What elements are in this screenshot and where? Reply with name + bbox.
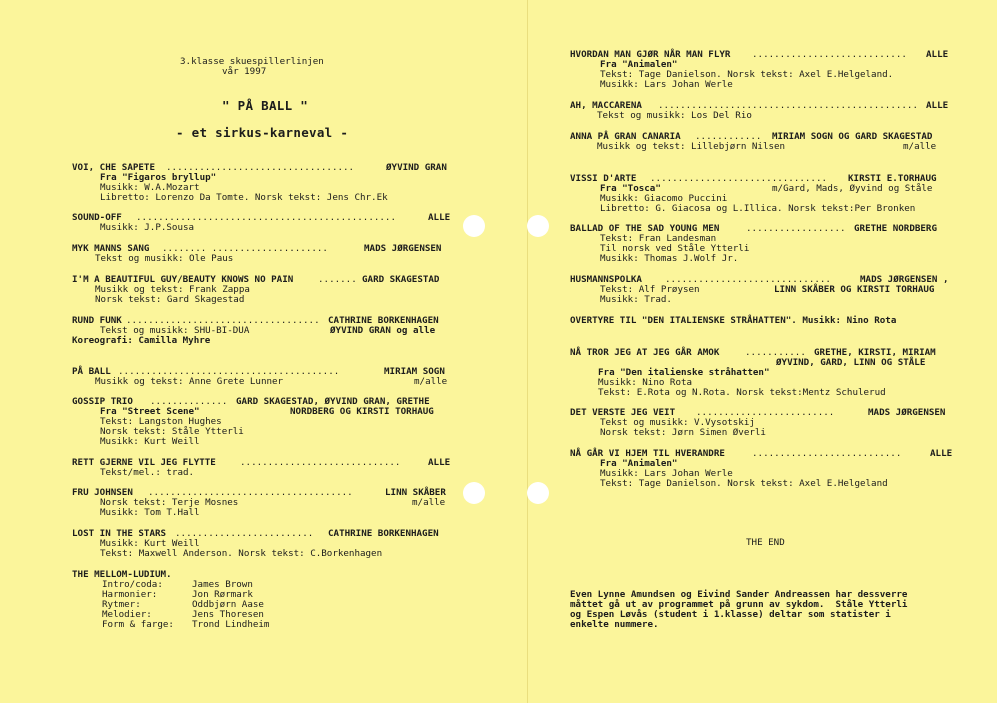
entry-choreography: Koreografi: Camilla Myhre bbox=[72, 335, 211, 346]
notice-line: Even Lynne Amundsen og Eivind Sander Andreassen har dessverre bbox=[570, 589, 908, 600]
entry-detail: Musikk og tekst: Frank Zappa bbox=[95, 284, 250, 295]
entry-detail: Musikk: W.A.Mozart bbox=[100, 182, 200, 193]
entry-performer: CATHRINE BORKENHAGEN bbox=[328, 528, 439, 539]
notice-line: enkelte nummere. bbox=[570, 619, 659, 630]
entry-detail: Musikk og tekst: Anne Grete Lunner bbox=[95, 376, 284, 387]
entry-performer: GARD SKAGESTAD, ØYVIND GRAN, GRETHE bbox=[236, 396, 430, 407]
entry-title: PÅ BALL bbox=[72, 366, 111, 377]
entry-detail: Tekst: Langston Hughes bbox=[100, 416, 222, 427]
entry-with: m/Gard, Mads, Øyvind og Ståle bbox=[772, 183, 933, 194]
entry-performer: GARD SKAGESTAD bbox=[362, 274, 440, 285]
credit-role: Rytmer: bbox=[102, 599, 141, 610]
entry-detail: Tekst og musikk: V.Vysotskij bbox=[600, 417, 755, 428]
entry-performer: ALLE bbox=[930, 448, 953, 459]
entry-dots: ............ bbox=[695, 131, 762, 142]
entry-detail: Tekst: Maxwell Anderson. Norsk tekst: C.Borkenhagen bbox=[100, 548, 383, 559]
entry-title: OVERTYRE TIL "DEN ITALIENSKE STRÅHATTEN". Musikk: Nino Rota bbox=[570, 315, 897, 326]
entry-dots: ........ ..................... bbox=[162, 243, 328, 254]
entry-detail: Tekst: E.Rota og N.Rota. Norsk tekst:Mentz Schulerud bbox=[598, 387, 886, 398]
entry-with: m/alle bbox=[414, 376, 448, 387]
entry-title: VOI, CHE SAPETE bbox=[72, 162, 155, 173]
entry-performer: LINN SKÅBER bbox=[385, 487, 446, 498]
credit-role: Melodier: bbox=[102, 609, 152, 620]
entry-dots: ........... bbox=[745, 347, 806, 358]
entry-source: Fra "Den italienske stråhatten" bbox=[598, 367, 770, 378]
entry-dots: ....... bbox=[318, 274, 357, 285]
year-line: vår 1997 bbox=[222, 66, 267, 77]
credit-name: Jens Thoresen bbox=[192, 609, 264, 620]
credit-name: Jon Rørmark bbox=[192, 589, 253, 600]
entry-title: VISSI D'ARTE bbox=[570, 173, 637, 184]
entry-performer-extra: LINN SKÅBER OG KIRSTI TORHAUG bbox=[774, 284, 935, 295]
entry-with: m/alle bbox=[903, 141, 937, 152]
entry-performer: ALLE bbox=[428, 212, 451, 223]
entry-detail: Norsk tekst: Gard Skagestad bbox=[95, 294, 245, 305]
entry-performer: MIRIAM SOGN bbox=[384, 366, 445, 377]
show-subtitle: - et sirkus-karneval - bbox=[176, 125, 349, 140]
entry-dots: ..................................... bbox=[148, 487, 353, 498]
entry-dots: ............................................... bbox=[658, 100, 918, 111]
entry-detail: Tekst og musikk: Los Del Rio bbox=[597, 110, 752, 121]
entry-performer-extra: NORDBERG OG KIRSTI TORHAUG bbox=[290, 406, 434, 417]
entry-performer: ØYVIND GRAN bbox=[386, 162, 447, 173]
entry-detail: Libretto: Lorenzo Da Tomte. Norsk tekst: Jens Chr.Ek bbox=[100, 192, 388, 203]
entry-source: Fra "Street Scene" bbox=[100, 406, 200, 417]
entry-performer: KIRSTI E.TORHAUG bbox=[848, 173, 937, 184]
entry-detail: Norsk tekst: Terje Mosnes bbox=[100, 497, 239, 508]
credit-role: Intro/coda: bbox=[102, 579, 163, 590]
entry-source: Fra "Tosca" bbox=[600, 183, 661, 194]
page-fold bbox=[527, 0, 528, 703]
entry-detail: Musikk: Kurt Weill bbox=[100, 538, 200, 549]
entry-performer-extra: ØYVIND, GARD, LINN OG STÅLE bbox=[776, 357, 926, 368]
credit-role: Harmonier: bbox=[102, 589, 158, 600]
punch-hole-right-lower bbox=[527, 482, 549, 504]
entry-title: RUND FUNK bbox=[72, 315, 122, 326]
entry-performer: MADS JØRGENSEN bbox=[364, 243, 442, 254]
entry-detail: Musikk: Lars Johan Werle bbox=[600, 468, 733, 479]
entry-title: AH, MACCARENA bbox=[570, 100, 642, 111]
entry-dots: ........................... bbox=[752, 448, 902, 459]
entry-performer: CATHRINE BORKENHAGEN bbox=[328, 315, 439, 326]
class-line: 3.klasse skuespillerlinjen bbox=[180, 56, 324, 67]
entry-detail: Musikk: Nino Rota bbox=[598, 377, 693, 388]
entry-detail: Tekst og musikk: SHU-BI-DUA bbox=[100, 325, 250, 336]
entry-with: m/alle bbox=[412, 497, 446, 508]
entry-title: ANNA PÅ GRAN CANARIA bbox=[570, 131, 681, 142]
entry-title: HVORDAN MAN GJØR NÅR MAN FLYR bbox=[570, 49, 731, 60]
entry-dots: ......................... bbox=[696, 407, 835, 418]
entry-dots: .............................. bbox=[665, 274, 831, 285]
credit-name: Oddbjørn Aase bbox=[192, 599, 264, 610]
entry-performer: ALLE bbox=[926, 49, 949, 60]
show-title: " PÅ BALL " bbox=[222, 98, 309, 113]
punch-hole-left-lower bbox=[463, 482, 485, 504]
entry-title: FRU JOHNSEN bbox=[72, 487, 133, 498]
entry-detail: Tekst: Tage Danielson. Norsk tekst: Axel E.Helgeland. bbox=[600, 69, 894, 80]
entry-detail: Musikk og tekst: Lillebjørn Nilsen bbox=[597, 141, 786, 152]
entry-title: MYK MANNS SANG bbox=[72, 243, 150, 254]
entry-title: RETT GJERNE VIL JEG FLYTTE bbox=[72, 457, 216, 468]
entry-detail: Tekst/mel.: trad. bbox=[100, 467, 195, 478]
the-end-label: THE END bbox=[746, 537, 785, 548]
entry-title: THE MELLOM-LUDIUM. bbox=[72, 569, 172, 580]
entry-dots: .............. bbox=[150, 396, 228, 407]
entry-detail: Musikk: Trad. bbox=[600, 294, 672, 305]
entry-title: BALLAD OF THE SAD YOUNG MEN bbox=[570, 223, 720, 234]
entry-source: Fra "Animalen" bbox=[600, 458, 678, 469]
entry-detail: Musikk: Lars Johan Werle bbox=[600, 79, 733, 90]
punch-hole-right-upper bbox=[527, 215, 549, 237]
credit-name: James Brown bbox=[192, 579, 253, 590]
entry-title: SOUND-OFF bbox=[72, 212, 122, 223]
entry-performer: GRETHE, KIRSTI, MIRIAM bbox=[814, 347, 936, 358]
entry-title: I'M A BEAUTIFUL GUY/BEAUTY KNOWS NO PAIN bbox=[72, 274, 294, 285]
credit-role: Form & farge: bbox=[102, 619, 174, 630]
entry-performer-extra: ØYVIND GRAN og alle bbox=[330, 325, 436, 336]
entry-detail: Musikk: Kurt Weill bbox=[100, 436, 200, 447]
entry-detail: Musikk: Tom T.Hall bbox=[100, 507, 200, 518]
entry-performer: ALLE bbox=[926, 100, 949, 111]
punch-hole-left-upper bbox=[463, 215, 485, 237]
entry-title: LOST IN THE STARS bbox=[72, 528, 167, 539]
entry-detail: Til norsk ved Ståle Ytterli bbox=[600, 243, 750, 254]
entry-dots: ............................................... bbox=[136, 212, 396, 223]
entry-dots: ........................................ bbox=[118, 366, 340, 377]
entry-detail: Tekst og musikk: Ole Paus bbox=[95, 253, 234, 264]
entry-detail: Musikk: Giacomo Puccini bbox=[600, 193, 728, 204]
entry-performer: GRETHE NORDBERG bbox=[854, 223, 937, 234]
entry-source: Fra "Animalen" bbox=[600, 59, 678, 70]
notice-line: måttet gå ut av programmet på grunn av sykdom. Ståle Ytterli bbox=[570, 599, 908, 610]
entry-detail: Musikk: Thomas J.Wolf Jr. bbox=[600, 253, 739, 264]
entry-dots: .................. bbox=[746, 223, 846, 234]
entry-dots: ................................... bbox=[126, 315, 320, 326]
entry-title: HUSMANNSPOLKA bbox=[570, 274, 642, 285]
entry-title: GOSSIP TRIO bbox=[72, 396, 133, 407]
entry-performer: MADS JØRGENSEN bbox=[868, 407, 946, 418]
entry-performer: MADS JØRGENSEN , bbox=[860, 274, 949, 285]
entry-source: Fra "Figaros bryllup" bbox=[100, 172, 217, 183]
entry-detail: Tekst: Alf Prøysen bbox=[600, 284, 700, 295]
entry-detail: Tekst: Fran Landesman bbox=[600, 233, 717, 244]
entry-dots: .................................. bbox=[166, 162, 355, 173]
entry-detail: Norsk tekst: Ståle Ytterli bbox=[100, 426, 244, 437]
entry-dots: ......................... bbox=[175, 528, 314, 539]
entry-detail: Musikk: J.P.Sousa bbox=[100, 222, 195, 233]
entry-performer: ALLE bbox=[428, 457, 451, 468]
entry-dots: ................................ bbox=[650, 173, 828, 184]
entry-performer: MIRIAM SOGN OG GARD SKAGESTAD bbox=[772, 131, 933, 142]
entry-dots: ............................ bbox=[752, 49, 907, 60]
notice-line: og Espen Løvås (student i 1.klasse) deltar som statister i bbox=[570, 609, 891, 620]
entry-dots: ............................. bbox=[240, 457, 401, 468]
entry-title: NÅ GÅR VI HJEM TIL HVERANDRE bbox=[570, 448, 725, 459]
entry-detail: Norsk tekst: Jørn Simen Øverli bbox=[600, 427, 766, 438]
credit-name: Trond Lindheim bbox=[192, 619, 270, 630]
entry-title: NÅ TROR JEG AT JEG GÅR AMOK bbox=[570, 347, 720, 358]
entry-detail: Libretto: G. Giacosa og L.Illica. Norsk tekst:Per Bronken bbox=[600, 203, 916, 214]
entry-title: DET VERSTE JEG VEIT bbox=[570, 407, 676, 418]
entry-detail: Tekst: Tage Danielson. Norsk tekst: Axel E.Helgeland bbox=[600, 478, 888, 489]
